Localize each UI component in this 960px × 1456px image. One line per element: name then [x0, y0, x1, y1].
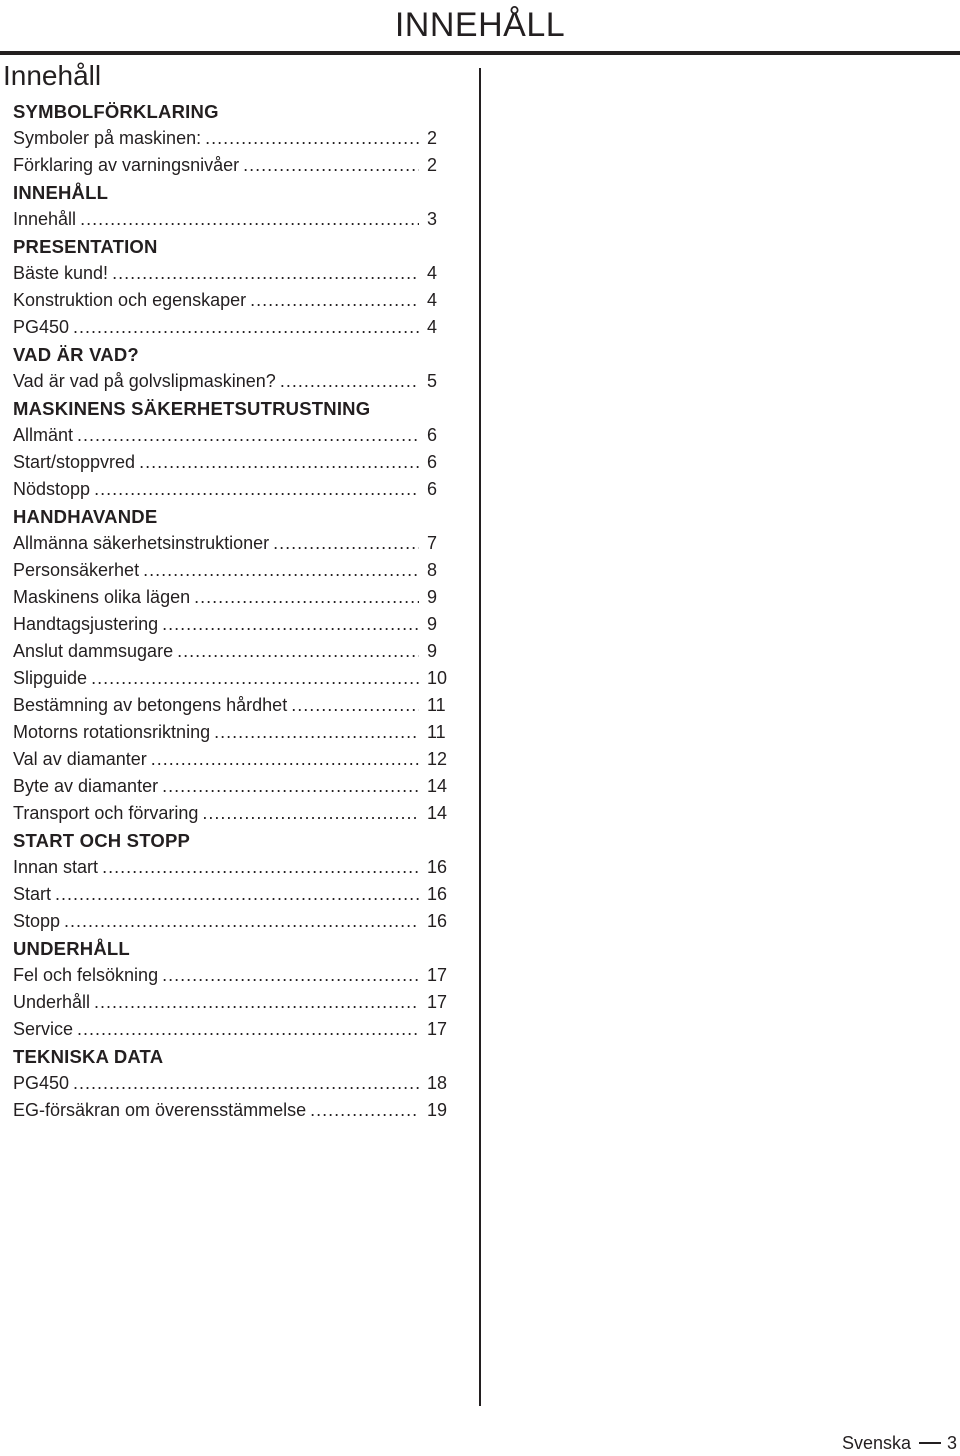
toc-entry[interactable] [13, 962, 453, 989]
footer-page-number: 3 [946, 1432, 957, 1453]
toc-entry-row [13, 260, 453, 287]
toc-entry-page: 2 [427, 128, 438, 148]
toc-entry-page: 6 [427, 452, 438, 472]
toc-entry-row [13, 584, 453, 611]
toc-entry-title: Byte av diamanter [13, 776, 159, 796]
dot-leader [139, 449, 419, 476]
toc-section-heading[interactable]: SYMBOLFÖRKLARING [13, 101, 219, 122]
toc-entry[interactable] [13, 692, 453, 719]
dot-leader [73, 1070, 419, 1097]
column-divider [479, 68, 481, 1406]
toc-entry-title: Nödstopp [13, 479, 91, 499]
dot-leader [194, 584, 419, 611]
toc-entry-page: 6 [427, 479, 438, 499]
toc-entry[interactable] [13, 125, 453, 152]
toc-entry-page: 9 [427, 587, 438, 607]
toc-entry[interactable] [13, 800, 453, 827]
toc-entry[interactable] [13, 1016, 453, 1043]
toc-entry[interactable] [13, 152, 453, 179]
toc-entry-title: Val av diamanter [13, 749, 147, 769]
toc-section-heading[interactable]: INNEHÅLL [13, 182, 109, 203]
toc-entry-title: Anslut dammsugare [13, 641, 174, 661]
toc-entry-title: Motorns rotationsriktning [13, 722, 211, 742]
toc-entry-row [13, 746, 453, 773]
toc-entry-page: 12 [427, 749, 448, 769]
dot-leader [243, 152, 419, 179]
toc-entry-page: 17 [427, 992, 448, 1012]
page-header [0, 0, 960, 58]
dot-leader [280, 368, 419, 395]
toc-entry-row [13, 206, 453, 233]
dot-leader [77, 1016, 419, 1043]
toc-entry-row [13, 908, 453, 935]
toc-entry[interactable] [13, 422, 453, 449]
toc-entry-title: EG-försäkran om överensstämmelse [13, 1100, 307, 1120]
toc-entry-title: Förklaring av varningsnivåer [13, 155, 240, 175]
toc-entry-row [13, 1070, 453, 1097]
dot-leader [77, 422, 419, 449]
toc-entry-title: Slipguide [13, 668, 88, 688]
toc-entry-page: 5 [427, 371, 438, 391]
toc-entry-title: Innehåll [13, 209, 77, 229]
toc-entry-page: 14 [427, 776, 448, 796]
toc-entry-title: Handtagsjustering [13, 614, 159, 634]
toc-entry-title: Konstruktion och egenskaper [13, 290, 247, 310]
toc-entry-page: 8 [427, 560, 438, 580]
dot-leader [64, 908, 419, 935]
toc-entry-title: Maskinens olika lägen [13, 587, 191, 607]
toc-entry[interactable] [13, 1097, 453, 1124]
toc-entry-row [13, 611, 453, 638]
toc-entry-page: 9 [427, 614, 438, 634]
toc-entry[interactable] [13, 665, 453, 692]
toc-entry-title: Underhåll [13, 992, 91, 1012]
toc-entry-row [13, 287, 453, 314]
toc-entry-title: Fel och felsökning [13, 965, 159, 985]
dot-leader [80, 206, 419, 233]
toc-section-heading[interactable]: START OCH STOPP [13, 830, 191, 851]
toc-entry-page: 3 [427, 209, 438, 229]
dot-leader [143, 557, 419, 584]
toc-entry[interactable] [13, 881, 453, 908]
toc-entry[interactable] [13, 854, 453, 881]
toc-entry[interactable] [13, 611, 453, 638]
dot-leader [250, 287, 419, 314]
toc-entry-title: Allmänna säkerhetsinstruktioner [13, 533, 270, 553]
toc-entry-row [13, 314, 453, 341]
toc-entry-page: 19 [427, 1100, 448, 1120]
dot-leader [162, 962, 419, 989]
toc-entry-page: 17 [427, 965, 448, 985]
header-rule [0, 51, 960, 55]
toc-entry-page: 14 [427, 803, 448, 823]
toc-entry[interactable] [13, 368, 453, 395]
toc-entry-page: 9 [427, 641, 438, 661]
dot-leader [177, 638, 419, 665]
toc-section-heading[interactable]: VAD ÄR VAD? [13, 344, 139, 365]
toc-entry-page: 11 [427, 695, 446, 715]
toc-entry[interactable] [13, 314, 453, 341]
toc-entry-page: 17 [427, 1019, 448, 1039]
toc-entry-page: 4 [427, 317, 438, 337]
toc-entry-title: Transport och förvaring [13, 803, 199, 823]
dot-leader [205, 125, 419, 152]
toc-entry-row [13, 638, 453, 665]
toc-entry-title: PG450 [13, 1073, 70, 1093]
footer-language: Svenska [841, 1432, 911, 1453]
toc-entry-row [13, 152, 453, 179]
toc-entry[interactable] [13, 530, 453, 557]
toc-entry[interactable] [13, 206, 453, 233]
toc-entry-page: 7 [427, 533, 438, 553]
dot-leader [273, 530, 419, 557]
toc-entry-page: 6 [427, 425, 438, 445]
toc-entry-title: Vad är vad på golvslipmaskinen? [13, 371, 276, 391]
toc-entry-row [13, 125, 453, 152]
dot-leader [151, 746, 419, 773]
toc-entry-row [13, 422, 453, 449]
dot-leader [55, 881, 419, 908]
toc-entry[interactable] [13, 773, 453, 800]
toc-entry-page: 16 [427, 857, 448, 877]
toc-entry-row [13, 854, 453, 881]
dot-leader [310, 1097, 419, 1124]
toc-section-heading[interactable]: TEKNISKA DATA [13, 1046, 164, 1067]
toc-entry[interactable] [13, 557, 453, 584]
toc-entry-title: PG450 [13, 317, 70, 337]
toc-entry-row [13, 557, 453, 584]
toc-entry-row [13, 773, 453, 800]
toc-entry-row [13, 719, 453, 746]
toc-entry-row [13, 368, 453, 395]
toc-entry-title: Personsäkerhet [13, 560, 140, 580]
toc-entry-row [13, 449, 453, 476]
dot-leader [94, 989, 419, 1016]
dot-leader [73, 314, 419, 341]
toc-entry-page: 2 [427, 155, 438, 175]
dot-leader [291, 692, 419, 719]
toc-entry-title: Symboler på maskinen: [13, 128, 202, 148]
toc-section-heading[interactable]: PRESENTATION [13, 236, 158, 257]
toc-entry-row [13, 989, 453, 1016]
toc-entry[interactable] [13, 719, 453, 746]
toc-entry[interactable] [13, 260, 453, 287]
toc-entry[interactable] [13, 584, 453, 611]
toc-entry-row [13, 962, 453, 989]
page-title: INNEHÅLL [394, 6, 566, 44]
toc-section-heading[interactable]: HANDHAVANDE [13, 506, 158, 527]
toc-entry-title: Stopp [13, 911, 61, 931]
dot-leader [91, 665, 419, 692]
toc-entry-row [13, 476, 453, 503]
toc-entry-page: 16 [427, 911, 448, 931]
toc-entry[interactable] [13, 746, 453, 773]
toc-section-heading[interactable]: UNDERHÅLL [13, 938, 130, 959]
dot-leader [214, 719, 419, 746]
toc-entry-row [13, 1016, 453, 1043]
toc-entry-page: 16 [427, 884, 448, 904]
toc-entry[interactable] [13, 476, 453, 503]
toc-entry-row [13, 881, 453, 908]
toc-entry-row [13, 665, 453, 692]
toc-entry[interactable] [13, 449, 453, 476]
toc-heading: Innehåll [3, 60, 102, 91]
toc-section-heading[interactable]: MASKINENS SÄKERHETSUTRUSTNING [13, 398, 371, 419]
toc-entry[interactable] [13, 287, 453, 314]
toc-entry-title: Start/stoppvred [13, 452, 136, 472]
dot-leader [162, 773, 419, 800]
footer-dash [919, 1442, 941, 1444]
toc-entry-row [13, 530, 453, 557]
toc-entry-title: Service [13, 1019, 74, 1039]
toc-entry-title: Innan start [13, 857, 99, 877]
toc-entry-row [13, 692, 453, 719]
toc-entry-row [13, 800, 453, 827]
toc-entry[interactable] [13, 638, 453, 665]
toc-entry[interactable] [13, 1070, 453, 1097]
dot-leader [112, 260, 419, 287]
toc-entry-page: 4 [427, 290, 438, 310]
toc-entry-page: 18 [427, 1073, 448, 1093]
dot-leader [202, 800, 419, 827]
dot-leader [162, 611, 419, 638]
toc-entry-title: Start [13, 884, 52, 904]
toc-entry-title: Bäste kund! [13, 263, 109, 283]
toc-entry-page: 10 [427, 668, 448, 688]
toc-entry-title: Allmänt [13, 425, 74, 445]
toc-entry[interactable] [13, 989, 453, 1016]
toc-entry[interactable] [13, 908, 453, 935]
dot-leader [94, 476, 419, 503]
toc-entry-row [13, 1097, 453, 1124]
toc-entry-page: 4 [427, 263, 438, 283]
table-of-contents [13, 98, 453, 1124]
page-footer [842, 1430, 960, 1456]
dot-leader [102, 854, 419, 881]
toc-entry-page: 11 [427, 722, 446, 742]
toc-entry-title: Bestämning av betongens hårdhet [13, 695, 288, 715]
